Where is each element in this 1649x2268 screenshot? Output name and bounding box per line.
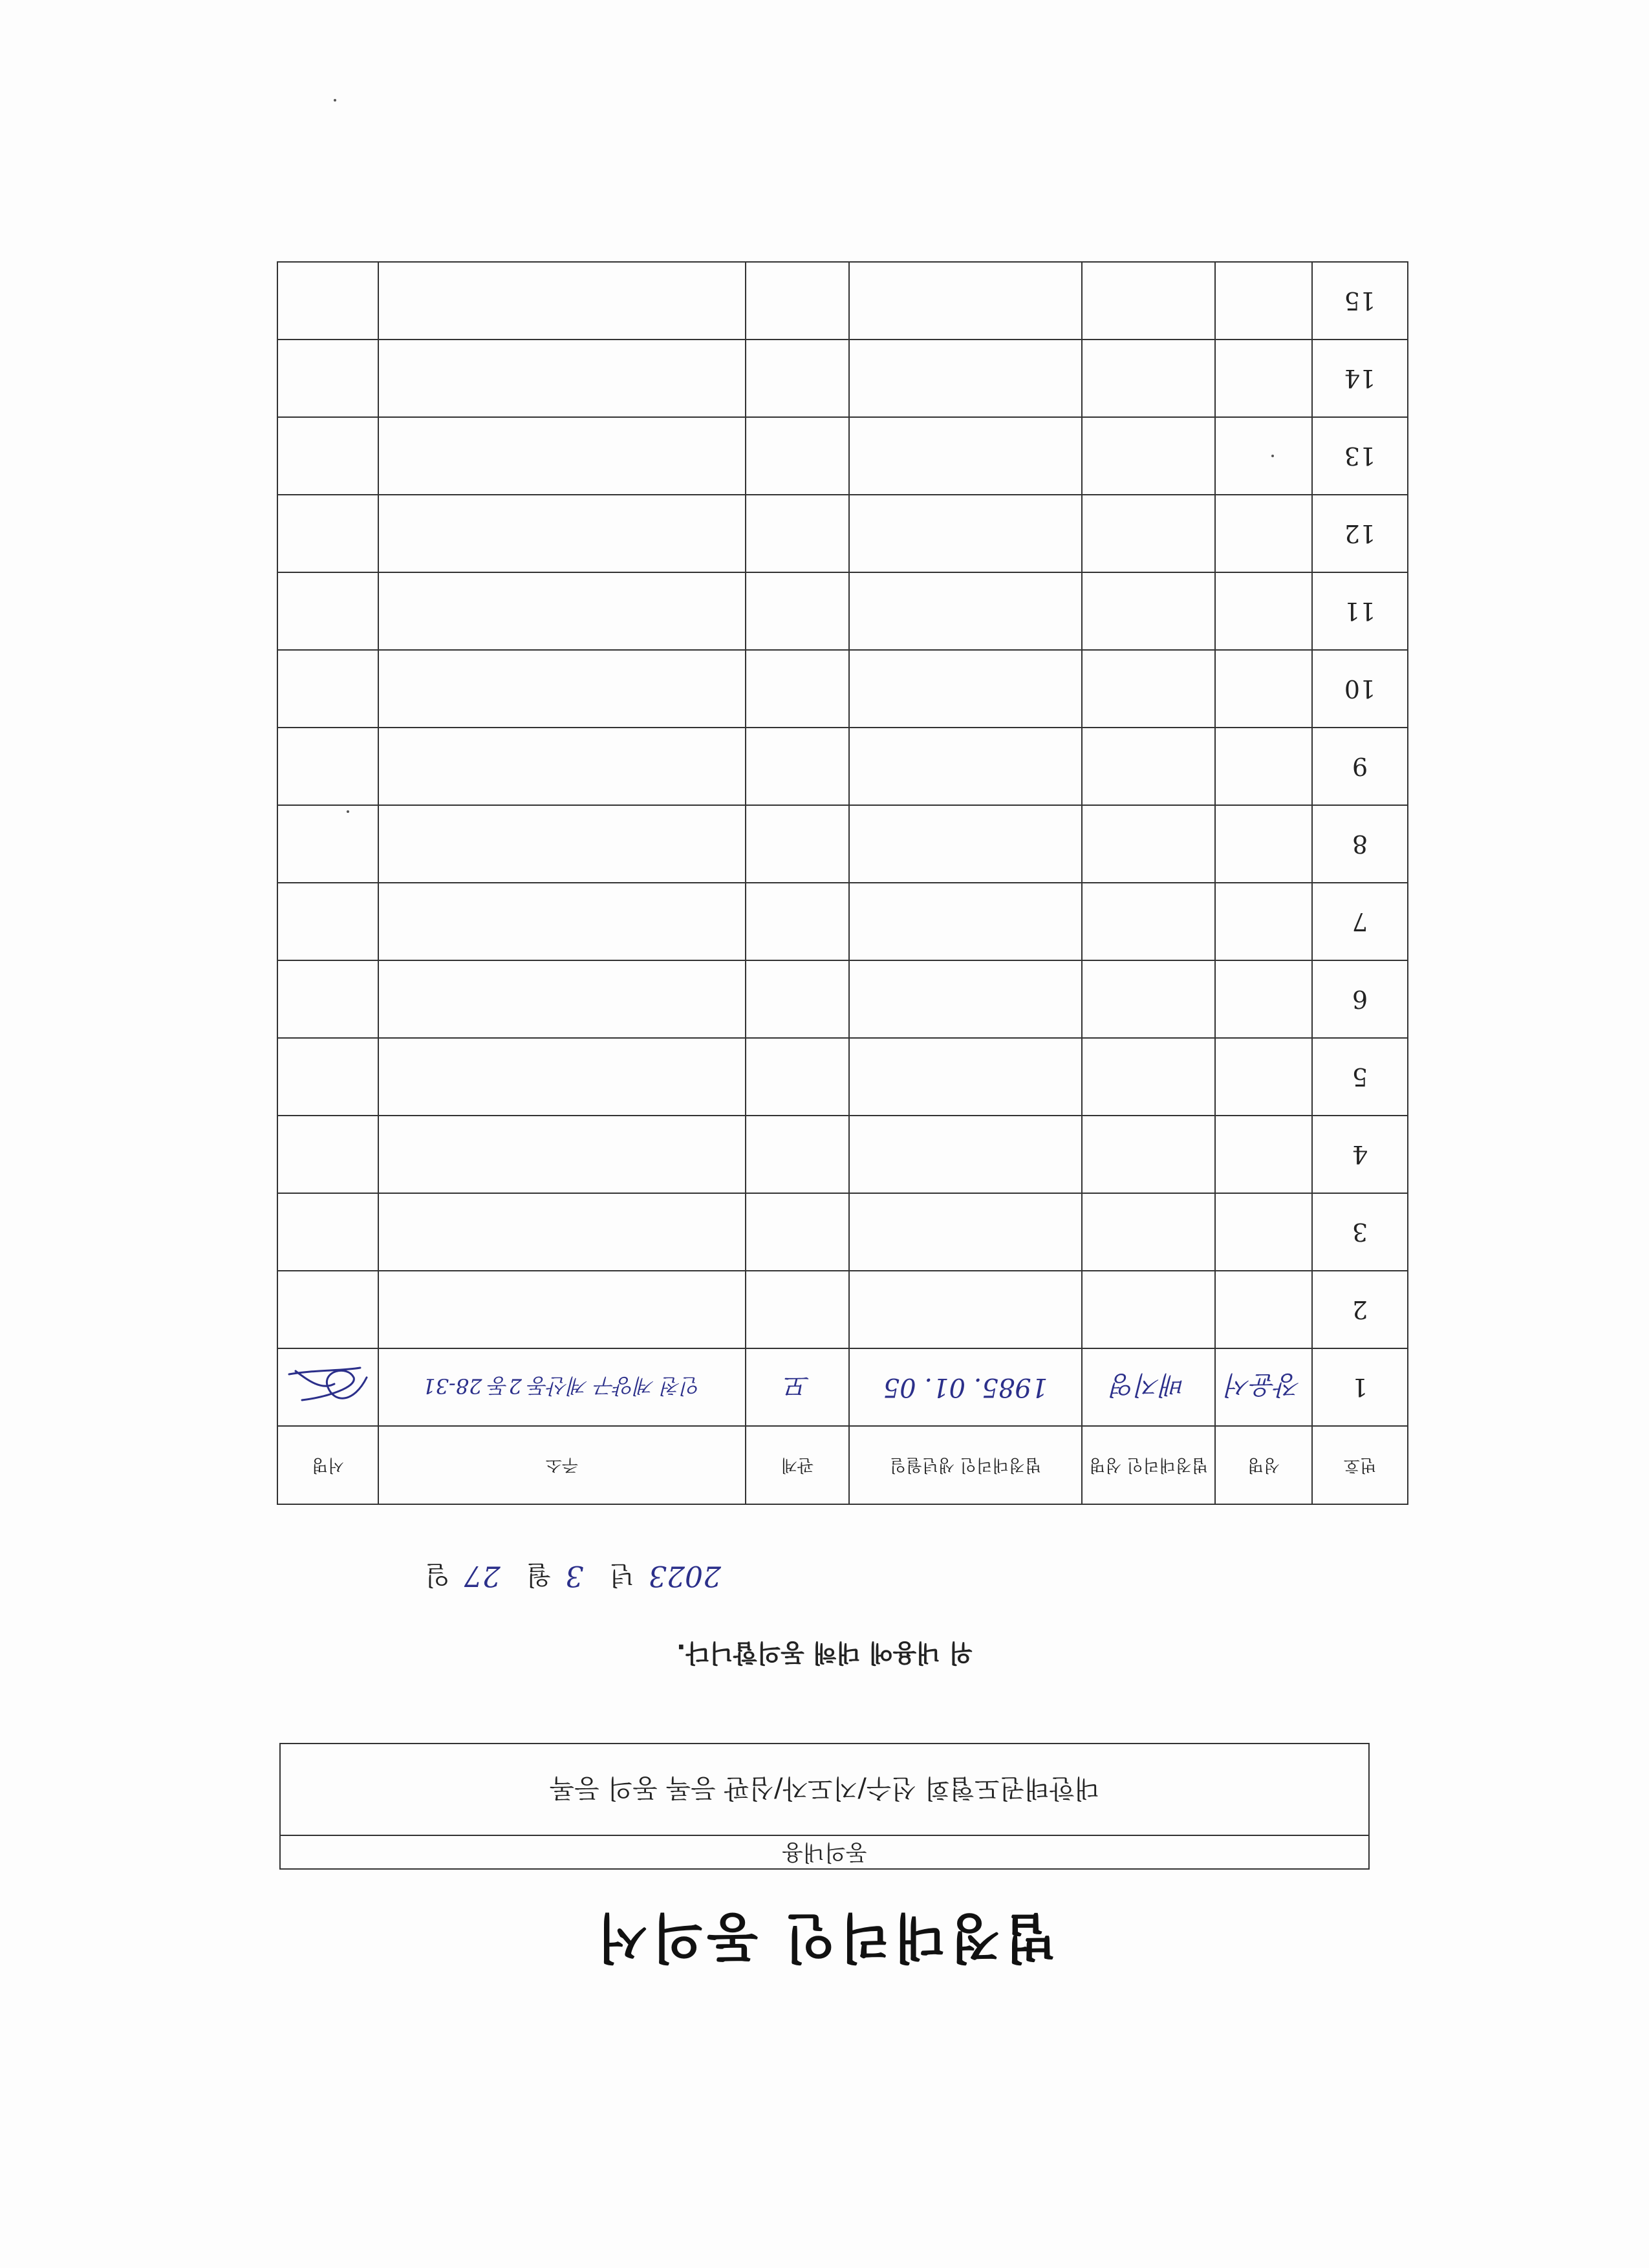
row-name [1215,1193,1312,1271]
row-name [1215,1348,1312,1426]
row-relation [746,960,849,1038]
row-relation [746,728,849,805]
row-guardian-name [1082,417,1215,495]
row-signature [277,1271,378,1348]
row-address [378,1116,746,1193]
row-relation [746,805,849,883]
row-number [1312,340,1408,417]
row-number [1312,1116,1408,1193]
row-guardian-name [1082,1271,1215,1348]
row-name [1215,960,1312,1038]
row-guardian-dob [849,650,1082,728]
header-guardian-dob: 법정대리인 생년월일 [849,1426,1082,1504]
row-address [378,262,746,340]
row-guardian-name [1082,650,1215,728]
table-row [277,1038,1408,1116]
table-row [277,417,1408,495]
row-address [378,728,746,805]
row-address [378,340,746,417]
row-guardian-dob [849,1271,1082,1348]
row-relation [746,572,849,650]
row-guardian-dob [849,495,1082,572]
row-guardian-name [1082,1038,1215,1116]
row-guardian-dob-text: 1985. 01. 05 [883,1372,1048,1402]
row-guardian-name [1082,805,1215,883]
table-row [277,728,1408,805]
row-number-text: 5 [1352,1063,1368,1091]
row-relation [746,417,849,495]
row-relation [746,340,849,417]
header-name: 성명 [1215,1426,1312,1504]
row-address [378,572,746,650]
row-name [1215,495,1312,572]
row-guardian-dob [849,262,1082,340]
row-signature [277,1348,378,1426]
row-signature [277,1193,378,1271]
row-address [378,805,746,883]
row-number [1312,1271,1408,1348]
row-signature [277,495,378,572]
row-number-text: 2 [1352,1295,1368,1324]
row-name [1215,650,1312,728]
table-row [277,495,1408,572]
row-number-text: 12 [1344,519,1376,548]
table-row [277,1348,1408,1426]
row-signature [277,1116,378,1193]
table-header-row [277,1426,1408,1504]
row-guardian-name [1082,1193,1215,1271]
agreement-statement: 위 내용에 대해 동의합니다. [676,1639,973,1667]
table-row [277,960,1408,1038]
row-number-text: 15 [1344,286,1376,315]
row-number [1312,728,1408,805]
table-row [277,1271,1408,1348]
row-signature [277,340,378,417]
table-row [277,340,1408,417]
row-name [1215,728,1312,805]
row-address [378,960,746,1038]
row-number [1312,572,1408,650]
row-number [1312,650,1408,728]
row-relation [746,650,849,728]
date-day: 27 [464,1559,501,1592]
row-address [378,883,746,960]
row-relation [746,1348,849,1426]
row-number-text: 3 [1352,1218,1368,1246]
row-address [378,650,746,728]
row-guardian-dob [849,728,1082,805]
row-relation [746,1193,849,1271]
header-signature: 서명 [277,1426,378,1504]
row-address [378,1193,746,1271]
row-name [1215,417,1312,495]
header-relation: 관계 [746,1426,849,1504]
table-row [277,805,1408,883]
row-guardian-name [1082,883,1215,960]
row-guardian-dob [849,805,1082,883]
row-number [1312,1193,1408,1271]
row-number-text: 9 [1352,752,1368,781]
row-number [1312,495,1408,572]
row-relation [746,1271,849,1348]
date-year: 2023 [649,1559,721,1592]
consent-box [279,1743,1370,1870]
row-number [1312,960,1408,1038]
row-relation [746,495,849,572]
table-row [277,262,1408,340]
row-signature [277,805,378,883]
date-year-label: 년 [609,1560,635,1590]
row-guardian-dob [849,960,1082,1038]
row-guardian-name [1082,340,1215,417]
row-guardian-dob [849,1348,1082,1426]
row-signature [277,417,378,495]
consent-header: 동의내용 [281,1835,1368,1868]
row-guardian-name [1082,728,1215,805]
table-row [277,1116,1408,1193]
row-guardian-dob [849,572,1082,650]
row-relation [746,1116,849,1193]
row-number [1312,883,1408,960]
row-number [1312,1038,1408,1116]
row-number [1312,805,1408,883]
row-name [1215,340,1312,417]
row-guardian-name [1082,1348,1215,1426]
row-guardian-dob [849,1116,1082,1193]
row-guardian-dob [849,1193,1082,1271]
row-name [1215,883,1312,960]
table-row [277,650,1408,728]
row-signature [277,572,378,650]
row-address [378,417,746,495]
row-number-text: 7 [1352,907,1368,936]
row-name [1215,572,1312,650]
row-relation [746,883,849,960]
row-guardian-name [1082,1116,1215,1193]
row-guardian-dob [849,340,1082,417]
row-signature [277,650,378,728]
row-signature [277,883,378,960]
row-number [1312,1348,1408,1426]
row-relation [746,1038,849,1116]
row-number-text: 11 [1344,597,1376,625]
row-guardian-name-text: 배지영 [1111,1370,1186,1400]
row-number-text: 13 [1344,442,1376,470]
header-number: 번호 [1312,1426,1408,1504]
document-title: 법정대리인 동의서 [592,1906,1057,1968]
date-day-label: 일 [425,1560,450,1590]
consent-body: 대한태권도협회 선수/지도자/심판 등록 동의 등록 [549,1773,1100,1803]
date-month-label: 월 [526,1560,552,1590]
row-signature [277,728,378,805]
row-number-text: 4 [1352,1140,1368,1169]
scan-speck [334,99,336,102]
scan-speck [1271,455,1274,457]
row-address [378,1038,746,1116]
row-number-text: 1 [1352,1373,1368,1401]
row-signature [277,262,378,340]
row-guardian-name [1082,960,1215,1038]
row-number-text: 10 [1344,675,1376,703]
table-row [277,1193,1408,1271]
handwritten-signature [283,1358,373,1416]
row-address-text: 인천 계양구 계산동 2동 28-31 [422,1374,702,1398]
header-address: 주소 [378,1426,746,1504]
row-number [1312,417,1408,495]
row-signature [277,1038,378,1116]
table-row [277,883,1408,960]
row-signature [277,960,378,1038]
row-name [1215,1116,1312,1193]
row-number [1312,262,1408,340]
header-guardian-name: 법정대리인 성명 [1082,1426,1215,1504]
row-name-text: 장윤서 [1226,1370,1301,1400]
row-number-text: 6 [1352,985,1368,1013]
row-guardian-dob [849,1038,1082,1116]
row-number-text: 14 [1344,364,1376,393]
scan-speck [347,810,349,813]
row-relation [746,262,849,340]
row-relation-text: 모 [784,1370,810,1400]
table-row [277,572,1408,650]
row-name [1215,1271,1312,1348]
row-guardian-dob [849,417,1082,495]
row-address [378,1271,746,1348]
date-line [399,1559,721,1595]
row-address [378,1348,746,1426]
row-guardian-name [1082,262,1215,340]
row-guardian-dob [849,883,1082,960]
row-name [1215,1038,1312,1116]
row-guardian-name [1082,572,1215,650]
row-number-text: 8 [1352,830,1368,858]
row-name [1215,805,1312,883]
guardian-table [277,261,1408,1505]
date-month: 3 [565,1559,584,1592]
row-name [1215,262,1312,340]
row-address [378,495,746,572]
row-guardian-name [1082,495,1215,572]
